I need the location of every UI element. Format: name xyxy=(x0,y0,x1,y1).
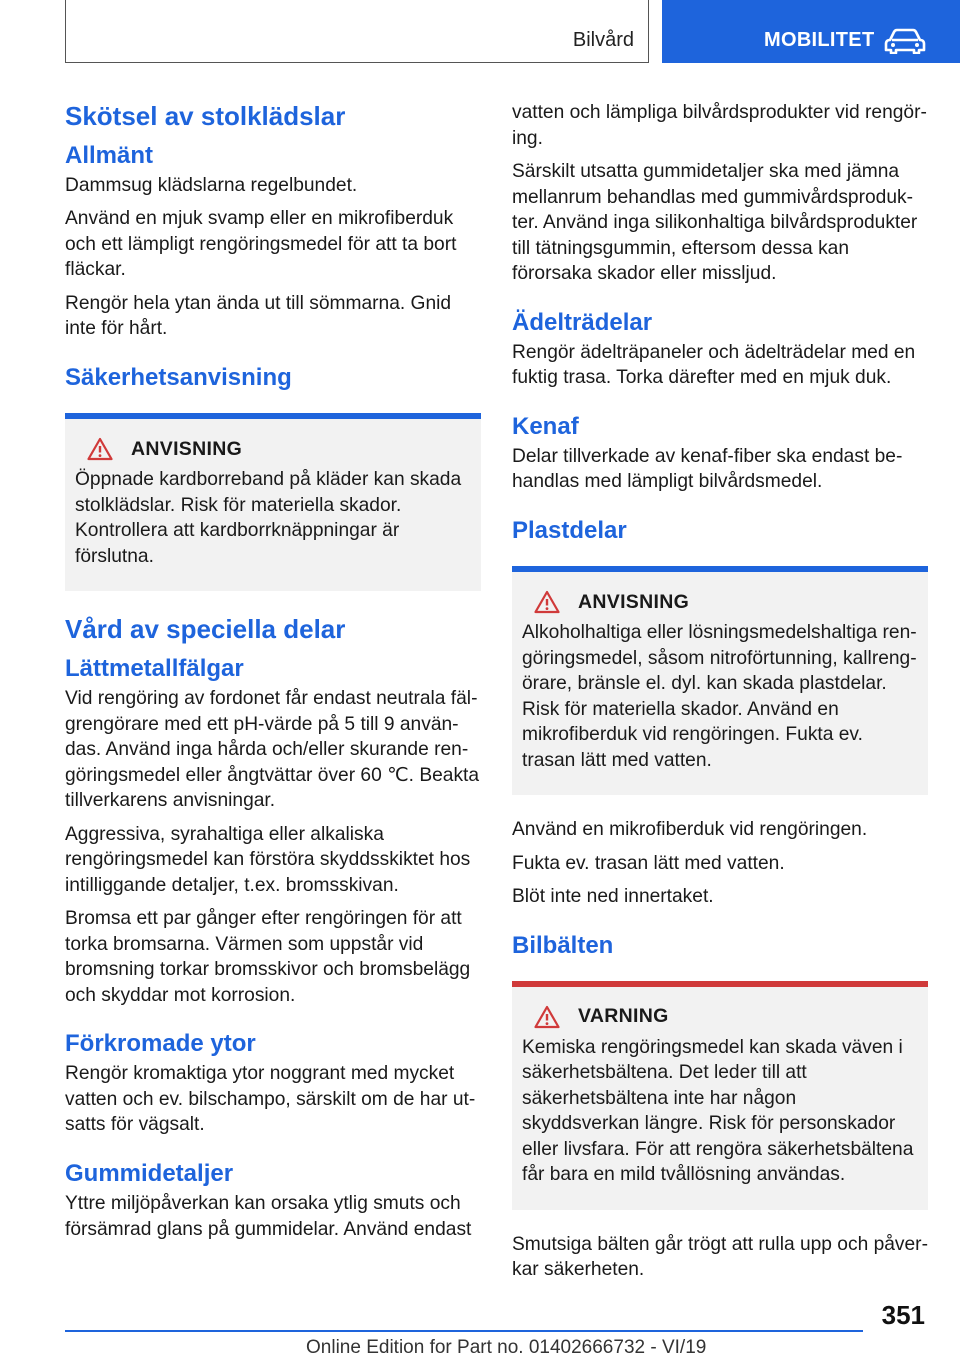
warning-triangle-icon xyxy=(534,1005,560,1029)
paragraph: vatten och lämpliga bilvårdsprodukter vid rengöring. xyxy=(512,102,927,149)
title-vard-speciella-delar: Vård av speciella delar xyxy=(65,614,346,645)
footer-divider xyxy=(65,1330,863,1332)
header-chapter-box xyxy=(662,0,960,63)
paragraph: Särskilt utsatta gummidetaljer ska med jämna mellanrum behandlas med gummivårdsprodukter. Använd inga silikonhaltiga bilvårdsprodukter till tätningsgummin, eftersom dessa kan förorsaka skador eller missljud. xyxy=(512,161,918,284)
paragraph: Fukta ev. trasan lätt med vatten. xyxy=(512,852,785,874)
heading-lattmetallfalgar: Lättmetallfälgar xyxy=(65,654,244,682)
paragraph: Rengör ädelträpaneler och ädelträdelar med en fuktig trasa. Torka därefter med en mjuk duk. xyxy=(512,341,916,389)
title-skotsel-stolkladslar: Skötsel av stolklädslar xyxy=(65,101,346,131)
heading-allmant: Allmänt xyxy=(65,141,154,169)
paragraph: Rengör hela ytan ända ut till sömmarna. Gnid inte för hårt. xyxy=(65,292,452,340)
paragraph: Delar tillverkade av kenaf-fiber ska endast behandlas med lämpligt bilvårdsmedel. xyxy=(512,445,903,493)
warning-triangle-icon xyxy=(534,590,560,614)
paragraph: Blöt inte ned innertaket. xyxy=(512,886,714,908)
paragraph: Dammsug klädslarna regelbundet. xyxy=(65,174,358,196)
paragraph: Aggressiva, syrahaltiga eller alkaliska rengöringsmedel kan förstöra skyddsskiktet hos intilliggande detaljer, t.ex. bromsskivan. xyxy=(65,823,471,896)
paragraph: Smutsiga bälten går trögt att rulla upp och påverkar säkerheten. xyxy=(512,1233,928,1281)
heading-plastdelar: Plastdelar xyxy=(512,516,627,544)
paragraph: Använd en mjuk svamp eller en mikrofiberduk och ett lämpligt rengöringsmedel för att ta bort fläckar. xyxy=(65,208,457,281)
heading-sakerhetsanvisning: Säkerhetsanvisning xyxy=(65,363,292,391)
paragraph: Använd en mikrofiberduk vid rengöringen. xyxy=(512,819,868,841)
heading-kenaf: Kenaf xyxy=(512,412,579,440)
notice-text: Kemiska rengöringsmedel kan skada väven i säkerhetsbältena. Det leder till att säkerhetsbältena inte har någon skyddsverkan längre. Risk för personskador eller livsfara. För att rengöra säkerhetsbältena får bara en mild tvållösning användas. xyxy=(522,1036,914,1186)
notice-title: VARNING xyxy=(578,1005,669,1028)
notice-box-anvisning-plast xyxy=(512,566,928,795)
paragraph: Yttre miljöpåverkan kan orsaka ytlig smuts och försämrad glans på gummidelar. Använd endast xyxy=(65,1193,472,1240)
notice-title: ANVISNING xyxy=(131,437,243,460)
paragraph: Vid rengöring av fordonet får endast neutrala fälgrengörare med ett pH-värde på 5 till 9 användas. Använd inga hårda och/eller skurande rengöringsmedel eller ångtvättar över 60 ℃. Beakta tillverkarens anvisningar. xyxy=(65,688,480,812)
footer-edition: Online Edition for Part no. 01402666732 - VI/19 xyxy=(306,1337,707,1358)
left-column xyxy=(65,100,481,1250)
notice-text: Öppnade kardborreband på kläder kan skada stolklädslar. Risk för materiella skador. Kontrollera att kardborrknäppningar är förslutna. xyxy=(75,469,462,567)
notice-text: Alkoholhaltiga eller lösningsmedelshaltiga rengöringsmedel, såsom nitroförtunning, kallrengörare, bränsle el. dyl. kan skada plastdelar. Risk för materiella skador. Använd en mikrofiberduk vid rengöringen. Fukta ev. trasan lätt med vatten. xyxy=(522,622,917,771)
header-chapter-title: MOBILITET xyxy=(764,29,875,51)
car-icon xyxy=(884,28,926,54)
heading-forkromade-ytor: Förkromade ytor xyxy=(65,1030,256,1058)
paragraph: Bromsa ett par gånger efter rengöringen för att torka bromsarna. Värmen som uppstår vid bromsning torkar bromsskivor och bromsbelägg och skyddar mot korrosion. xyxy=(65,908,471,1006)
heading-gummidetaljer: Gummidetaljer xyxy=(65,1159,234,1187)
notice-box-varning xyxy=(512,981,928,1210)
right-column xyxy=(512,100,928,1291)
header-section-title: Bilvård xyxy=(572,29,634,51)
notice-box-anvisning xyxy=(65,413,481,591)
notice-title: ANVISNING xyxy=(578,590,690,613)
paragraph: Rengör kromaktiga ytor noggrant med mycket vatten och ev. bilschampo, särskilt om de har utsatts för vägsalt. xyxy=(65,1063,476,1136)
heading-bilbalten: Bilbälten xyxy=(512,931,614,959)
warning-triangle-icon xyxy=(87,437,113,461)
heading-adeltradelar: Ädelträdelar xyxy=(512,308,653,336)
header-section-box xyxy=(65,0,649,63)
page-number: 351 xyxy=(881,1300,925,1330)
